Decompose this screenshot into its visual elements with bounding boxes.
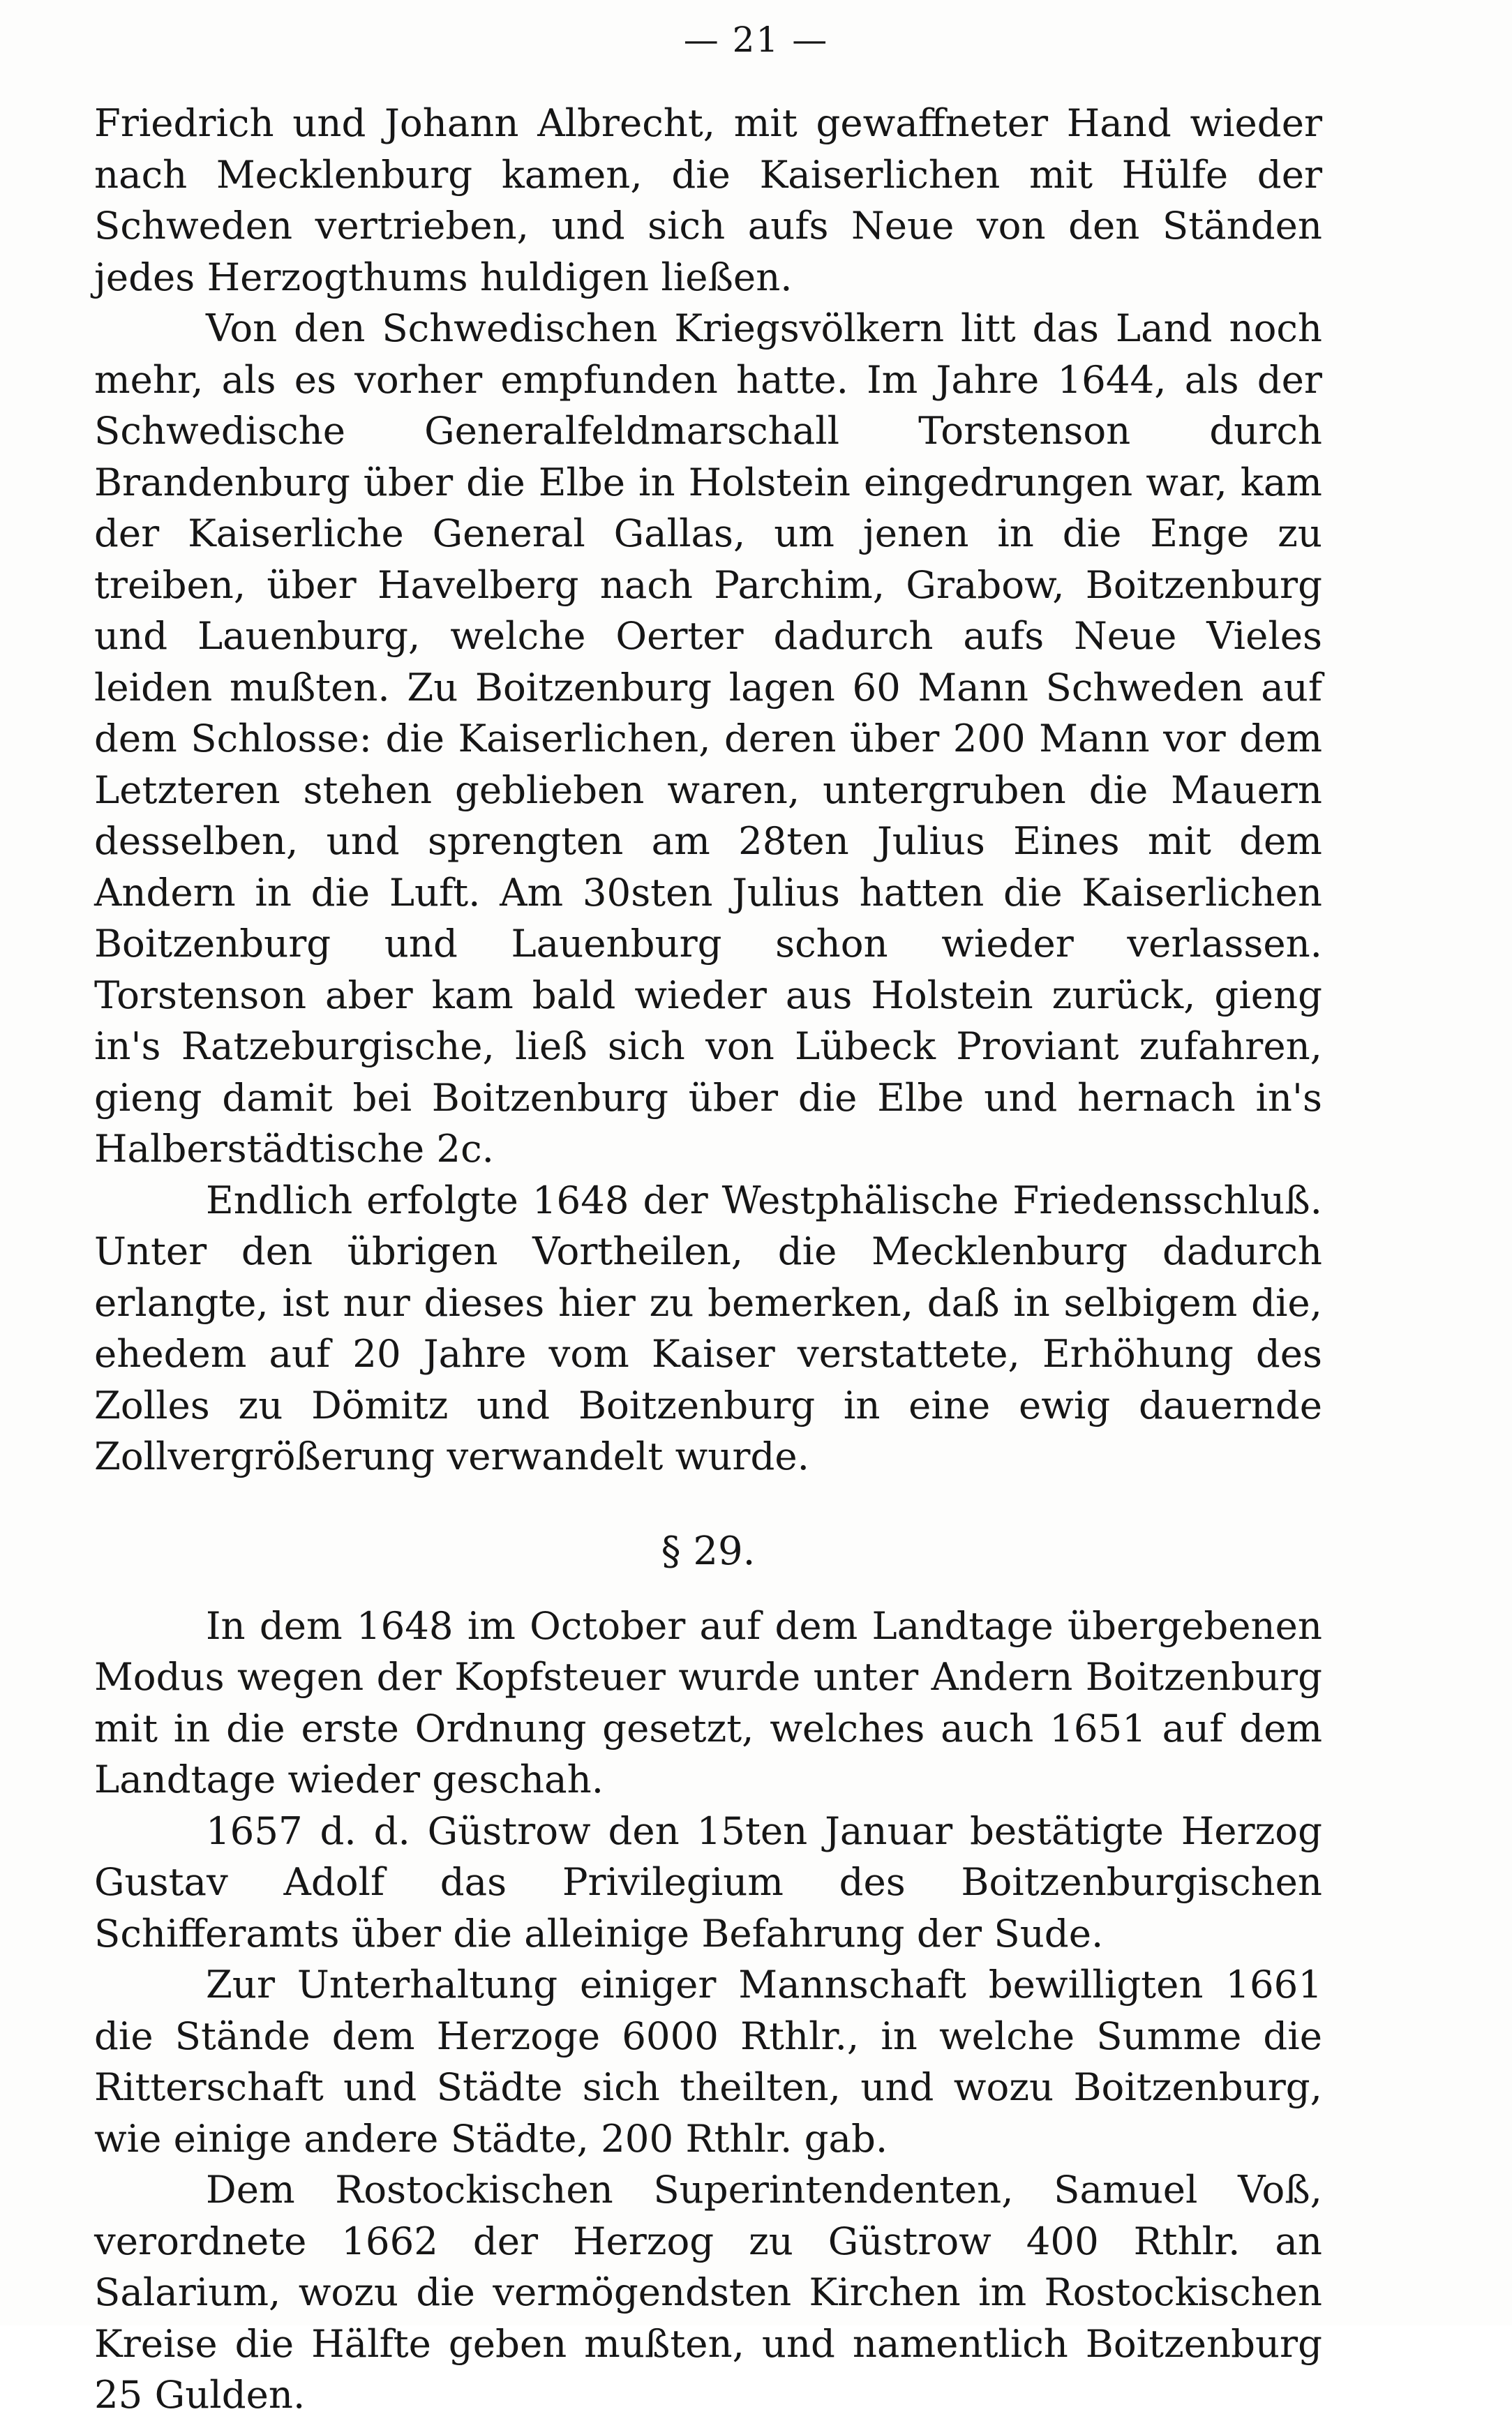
paragraph-head-tax: In dem 1648 im October auf dem Landtage übergebenen Modus wegen der Kopfsteuer wurde unter Andern Boitzenburg mit in die erste Ordnung gesetzt, welches auch 1651 auf dem Landtage wieder geschah. [94, 1603, 1322, 1801]
paragraph-superintendent-salary: Dem Rostockischen Superintendenten, Samuel Voß, verordnete 1662 der Herzog zu Güstrow 400 Rthlr. an Salarium, wozu die vermögendsten Kirchen im Rostockischen Kreise die Hälfte geben mußten, und namentlich Boitzenburg 25 Gulden. [94, 2167, 1322, 2417]
paragraph-shipping-privilege: 1657 d. d. Güstrow den 15ten Januar bestätigte Herzog Gustav Adolf das Privilegium des Boitzenburgischen Schifferamts über die alleinige Befahrung der Sude. [94, 1808, 1322, 1956]
paragraph-continued: Friedrich und Johann Albrecht, mit gewaffneter Hand wieder nach Mecklenburg kamen, die Kaiserlichen mit Hülfe der Schweden vertrieben, und sich aufs Neue von den Ständen jedes Herzogthums huldigen ließen. [94, 100, 1322, 299]
body-text [94, 98, 1322, 2421]
page-number: — 21 — [683, 20, 829, 60]
paragraph-swedish-troops: Von den Schwedischen Kriegsvölkern litt das Land noch mehr, als es vorher empfunden hatte. Im Jahre 1644, als der Schwedische Generalfeldmarschall Torstenson durch Brandenburg über die Elbe in Holstein eingedrungen war, kam der Kaiserliche General Gallas, um jenen in die Enge zu treiben, über Havelberg nach Parchim, Grabow, Boitzenburg und Lauenburg, welche Oerter dadurch aufs Neue Vieles leiden mußten. Zu Boitzenburg lagen 60 Mann Schweden auf dem Schlosse: die Kaiserlichen, deren über 200 Mann vor dem Letzteren stehen geblieben waren, untergruben die Mauern desselben, und sprengten am 28ten Julius Eines mit dem Andern in die Luft. Am 30sten Julius hatten die Kaiserlichen Boitzenburg und Lauenburg schon wieder verlassen. Torstenson aber kam bald wieder aus Holstein zurück, gieng in's Ratzeburgische, ließ sich von Lübeck Proviant zufahren, gieng damit bei Boitzenburg über die Elbe und hernach in's Halberstädtische 2c. [94, 306, 1322, 1171]
paragraph-peace-treaty: Endlich erfolgte 1648 der Westphälische Friedensschluß. Unter den übrigen Vortheilen, die Mecklenburg dadurch erlangte, ist nur dieses hier zu bemerken, daß in selbigem die, ehedem auf 20 Jahre vom Kaiser verstattete, Erhöhung des Zolles zu Dömitz und Boitzenburg in eine ewig dauernde Zollvergrößerung verwandelt wurde. [94, 1177, 1322, 1478]
section-heading: § 29. [661, 1528, 756, 1574]
paragraph-troop-funding: Zur Unterhaltung einiger Mannschaft bewilligten 1661 die Stände dem Herzoge 6000 Rthlr., in welche Summe die Ritterschaft und Städte sich theilten, und wozu Boitzenburg, wie einige andere Städte, 200 Rthlr. gab. [94, 1962, 1322, 2161]
